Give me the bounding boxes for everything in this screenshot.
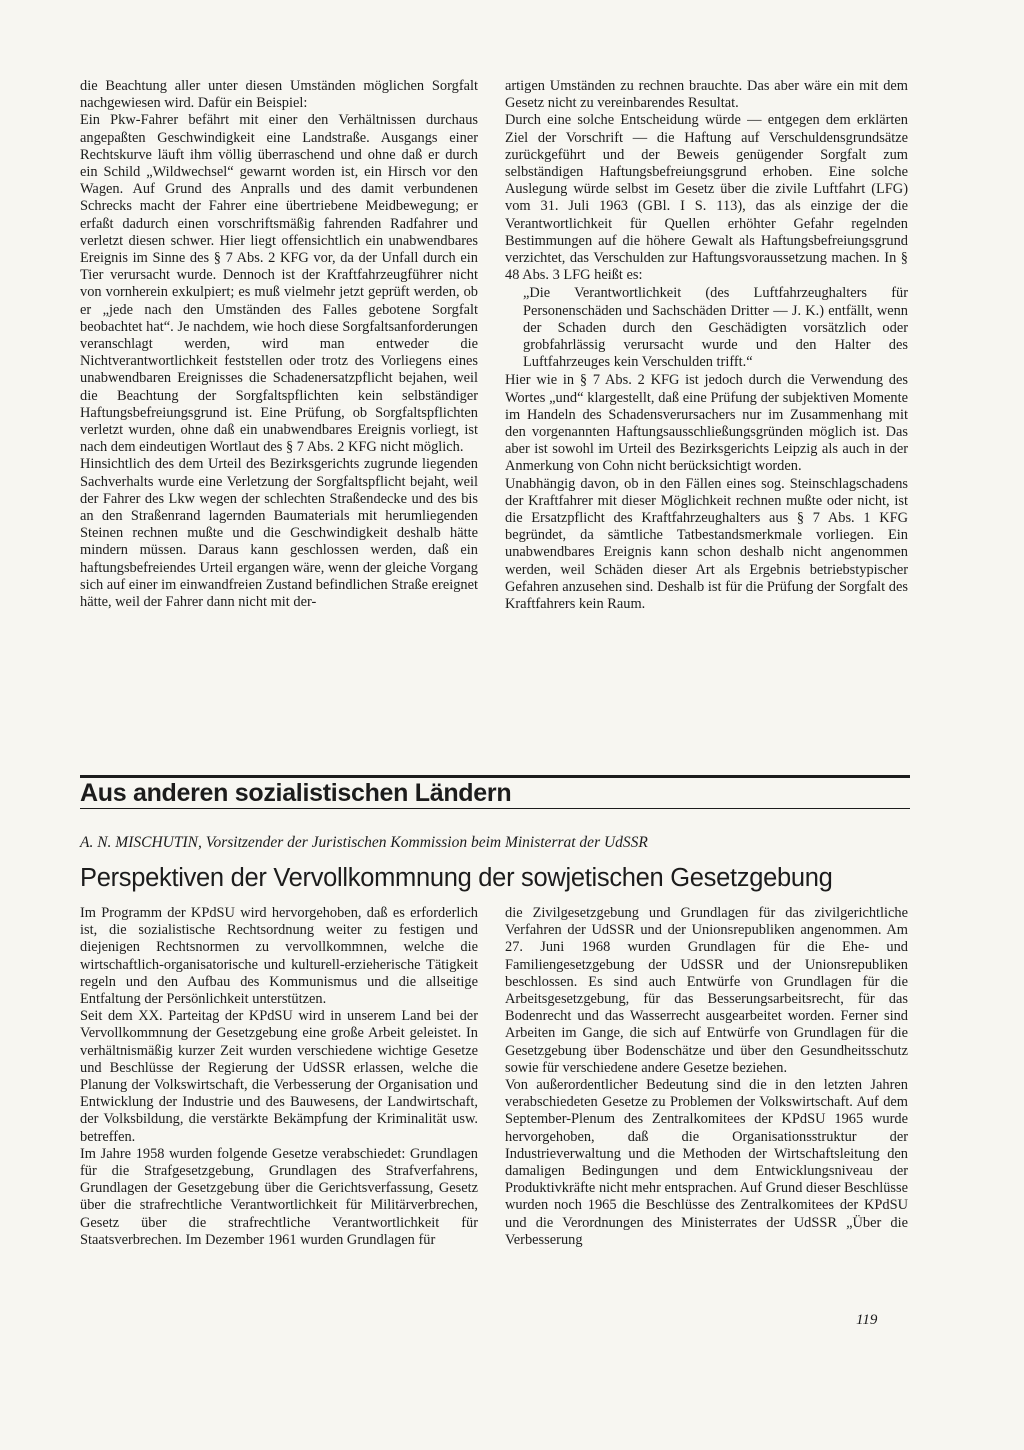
paragraph: Seit dem XX. Parteitag der KPdSU wird in unserem Land bei der Vervollkommnung der Gesetzgebung eine große Arbeit geleistet. In verhältnismäßig kurzer Zeit wurden verschiedene wichtige Gesetze und Beschlüsse der Regierung der UdSSR erlassen, welche die Planung der Volkswirtschaft, die Verbesserung der Organisation und Entwicklung der Industrie und des Bauwesens, der Landwirtschaft, der Volksbildung, die verstärkte Bekämpfung der Kriminalität usw. betreffen. — [80, 1008, 478, 1145]
paragraph: Hier wie in § 7 Abs. 2 KFG ist jedoch durch die Verwendung des Wortes „und“ klargestellt, daß eine Prüfung der subjektiven Momente im Handeln des Schadensverursachers nur im Zusammenhang mit den vorgenannten Haftungsausschließungsgründen möglich ist. Das aber ist sowohl im Urteil des Bezirksgerichts Leipzig als auch in der Anmerkung von Cohn nicht berücksichtigt worden. — [505, 372, 908, 475]
article-byline: A. N. MISCHUTIN, Vorsitzender der Juristischen Kommission beim Ministerrat der UdSSR — [80, 834, 648, 851]
paragraph: Hinsichtlich des dem Urteil des Bezirksgerichts zugrunde liegenden Sachverhalts wurde eine Verletzung der Sorgfaltspflicht bejaht, weil der Fahrer des Lkw wegen der schlechten Straßendecke und des bis an den Straßenrand lagernden Baumaterials mit herumliegenden Steinen rechnen mußte und die Geschwindigkeit deshalb hätte mindern müssen. Daraus kann geschlossen werden, daß ein haftungsbefreiendes Urteil ergangen wäre, wenn der gleiche Vorgang sich auf einer im einwandfreien Zustand befindlichen Straße ereignet hätte, weil der Fahrer dann nicht mit der- — [80, 456, 478, 611]
paragraph: artigen Umständen zu rechnen brauchte. Das aber wäre ein mit dem Gesetz nicht zu vereinbarendes Resultat. — [505, 78, 908, 112]
article-right-column — [505, 905, 908, 1249]
section-underline — [80, 808, 910, 809]
page-number: 119 — [856, 1312, 878, 1328]
paragraph: Im Jahre 1958 wurden folgende Gesetze verabschiedet: Grundlagen für die Strafgesetzgebung, Grundlagen des Strafverfahrens, Grundlagen der Gesetzgebung über die Gerichtsverfassung, Gesetz über die strafrechtliche Verantwortlichkeit für Militärverbrechen, Gesetz über die strafrechtliche Verantwortlichkeit für Staatsverbrechen. Im Dezember 1961 wurden Grundlagen für — [80, 1145, 478, 1248]
paragraph: Ein Pkw-Fahrer befährt mit einer den Verhältnissen durchaus angepaßten Geschwindigkeit eine Landstraße. Ausgangs einer Rechtskurve läuft ihm völlig überraschend und ohne daß er durch ein Schild „Wildwechsel“ gewarnt worden ist, ein Hirsch vor den Wagen. Auf Grund des Anpralls und des damit verbundenen Schrecks macht der Fahrer eine übertriebene Meidbewegung; er erfaßt dadurch einen vorschriftsmäßig fahrenden Radfahrer und verletzt diesen schwer. Hier liegt offensichtlich ein unabwendbares Ereignis im Sinne des § 7 Abs. 2 KFG vor, da der Unfall durch ein Tier verursacht wurde. Dennoch ist der Kraftfahrzeugführer nicht von vornherein exkulpiert; es muß vielmehr jetzt geprüft werden, ob er „jede nach den Umständen des Falles gebotene Sorgfalt beobachtet hat“. Je nachdem, wie hoch diese Sorgfaltsanforderungen veranschlagt werden, wird man entweder die Nichtverantwortlichkeit feststellen oder trotz des Vorliegens eines unabwendbaren Ereignisses die Schadenersatzpflicht bejahen, weil die Beachtung der Sorgfaltspflichten kein selbständiger Haftungsbefreiungsgrund ist. Eine Prüfung, ob Sorgfaltspflichten verletzt wurden, ohne daß ein unabwendbares Ereignis vorliegt, ist nach dem eindeutigen Wortlaut des § 7 Abs. 2 KFG nicht möglich. — [80, 112, 478, 456]
article-left-column — [80, 905, 478, 1249]
article-headline: Perspektiven der Vervollkommnung der sowjetischen Gesetzgebung — [80, 864, 833, 892]
top-article-left-column — [80, 78, 478, 611]
paragraph: die Zivilgesetzgebung und Grundlagen für das zivilgerichtliche Verfahren der UdSSR und der Unionsrepubliken angenommen. Am 27. Juni 1968 wurden Grundlagen für die Ehe- und Familiengesetzgebung der UdSSR und der Unionsrepubliken beschlossen. Es sind auch Entwürfe von Grundlagen für die Arbeitsgesetzgebung, für das Besserungsarbeitsrecht, für das Bodenrecht und das Wasserrecht ausgearbeitet worden. Ferner sind Arbeiten im Gange, die sich auf Entwürfe von Grundlagen für die Gesetzgebung über Bodenschätze und über den Gesundheitsschutz sowie für verschiedene andere Gesetze beziehen. — [505, 905, 908, 1076]
section-divider — [80, 775, 910, 778]
top-article-right-column — [505, 78, 908, 613]
paragraph: Unabhängig davon, ob in den Fällen eines sog. Steinschlagschadens der Kraftfahrer mit dieser Möglichkeit rechnen mußte oder nicht, ist die Ersatzpflicht des Kraftfahrzeughalters aus § 7 Abs. 1 KFG begründet, da sämtliche Tatbestandsmerkmale vorliegen. Ein unabwendbares Ereignis kann schon deshalb nicht angenommen werden, weil Schäden dieser Art als Ergebnis betriebstypischer Gefahren anzusehen sind. Deshalb ist für die Prüfung der Sorgfalt des Kraftfahrers kein Raum. — [505, 475, 908, 613]
block-quote: „Die Verantwortlichkeit (des Luftfahrzeughalters für Personenschäden und Sachschäden Dritter — J. K.) entfällt, wenn der Schaden durch den Geschädigten vorsätzlich oder grobfahrlässig verursacht wurde und den Halter des Luftfahrzeuges kein Verschulden trifft.“ — [523, 285, 908, 371]
paragraph: Durch eine solche Entscheidung würde — entgegen dem erklärten Ziel der Vorschrift — die Haftung auf Verschuldensgrundsätze zurückgeführt und der Beweis genügender Sorgfalt zum selbständigen Haftungsbefreiungsgrund erhoben. Eine solche Auslegung würde selbst im Gesetz über die zivile Luftfahrt (LFG) vom 31. Juli 1963 (GBl. I S. 113), das als einzige der die Verantwortlichkeit für Quellen erhöhter Gefahr regelnden Bestimmungen auf die höhere Gewalt als Haftungsbefreiungsgrund verzichtet, das Verschulden zur Haftungsvoraussetzung machen. In § 48 Abs. 3 LFG heißt es: — [505, 112, 908, 284]
paragraph: Von außerordentlicher Bedeutung sind die in den letzten Jahren verabschiedeten Gesetze zu Problemen der Volkswirtschaft. Auf dem September-Plenum des Zentralkomitees der KPdSU 1965 wurde hervorgehoben, daß die Organisationsstruktur der Industrieverwaltung und die Methoden der Wirtschaftsleitung den damaligen Bedingungen und dem Entwicklungsniveau der Produktivkräfte nicht mehr entsprachen. Auf Grund dieser Beschlüsse wurden noch 1965 die Beschlüsse des Zentralkomitees der KPdSU und die Verordnungen des Ministerrates der UdSSR „Über die Verbesserung — [505, 1077, 908, 1248]
paragraph: die Beachtung aller unter diesen Umständen möglichen Sorgfalt nachgewiesen wird. Dafür ein Beispiel: — [80, 78, 478, 112]
paragraph: Im Programm der KPdSU wird hervorgehoben, daß es erforderlich ist, die sozialistische Rechtsordnung weiter zu festigen und diejenigen Rechtsnormen zu vervollkommnen, welche die wirtschaftlich-organisatorische und kulturell-erzieherische Tätigkeit regeln und den Aufbau des Kommunismus und die allseitige Entfaltung der Persönlichkeit unterstützen. — [80, 905, 478, 1008]
section-title: Aus anderen sozialistischen Ländern — [80, 779, 512, 807]
